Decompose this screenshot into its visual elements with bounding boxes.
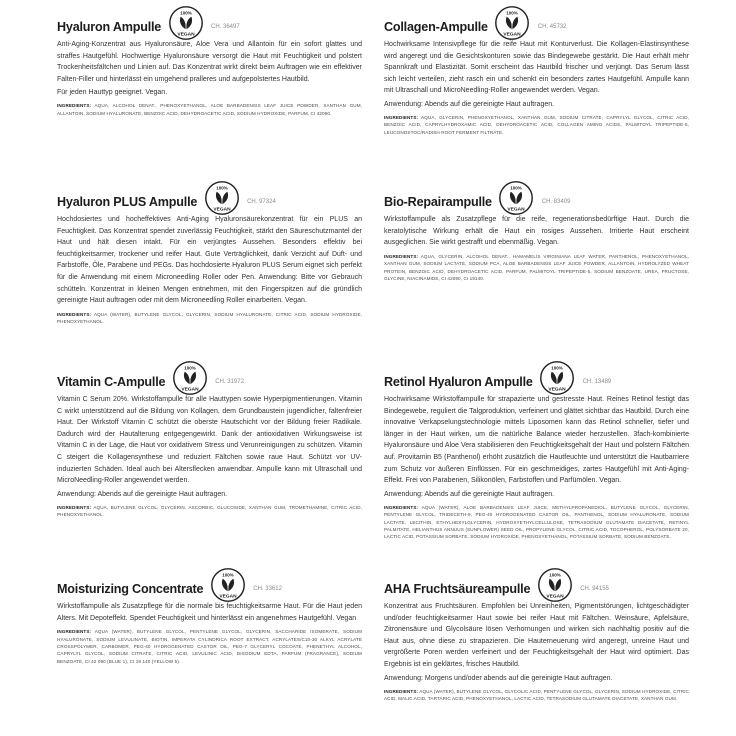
ingredients-label: INGREDIENTS:	[57, 504, 92, 510]
ingredients-label: INGREDIENTS:	[384, 504, 419, 510]
product-ingredients	[384, 688, 689, 703]
product-header	[384, 10, 689, 39]
product-title: Hyaluron Ampulle	[57, 20, 162, 34]
vegan-badge-icon	[539, 360, 575, 396]
product-title: Collagen-Ampulle	[384, 20, 488, 34]
ingredients-list: AQUA, ALCOHOL DENAT., PHENOXYETHANOL, ALOE BARBADENSIS LEAF JUICE POWDER, XANTHAN GUM, ALLANTOIN, SODIUM HYALURONATE, BENZOIC ACID, DEHYDROACETIC ACID, SODIUM HYDROXIDE, PARFUM, CI 42090.	[57, 103, 362, 116]
svg-text:VEGAN: VEGAN	[548, 387, 566, 393]
product-usage-note: Anwendung: Abends auf die gereinigte Haut auftragen.	[57, 490, 228, 498]
svg-text:VEGAN: VEGAN	[546, 594, 564, 600]
ingredients-label: INGREDIENTS:	[57, 311, 92, 317]
ingredients-list: AQUA (WATER), BUTYLENE GLYCOL, PENTYLENE GLYCOL, GLYCERIN, SACCHARIDE ISOMERATE, SODIUM HYALURONATE, SODIUM LEVULINATE, BIOTIN, IMPERATA CYLINDRICA ROOT EXTRACT, ACRYLATES/C10-30 ALKYL ACRYLATE CROSSPOLYMER, CARBOMER, PEG-40 HYDROGENATED CASTOR OIL, PEG-7 GLYCERYL COCOATE, PHENETHYL ALCOHOL, CAPRYLYL GLYCOL, SODIUM CITRATE, CITRIC ACID, LEVULINIC ACID, DISODIUM EDTA, PARFUM (FRAGRANCE), SODIUM BENZOATE, CI 42 090 (BLUE 1), CI 19 140 (YELLOW 5).	[57, 629, 363, 664]
ingredients-list: AQUA, GLYCERIN, ALCOHOL DENAT., HAMAMELIS VIRGINIANA LEAF WATER, PANTHENOL, PHENOXYETHANOL, XANTHAN GUM, SODIUM LACTATE, SODIUM PCA, ALOE BARBADENSIS LEAF JUICE POWDER, ALLANTOIN, HYDROLYZED WHEAT PROTEIN, BENZOIC ACID, DEHYDROACETIC ACID, PARFUM, PALMITOYL TRIPEPTIDE-5, SODIUM BENZOATE, UREA, FRUCTOSE, GLYCINE, NIACINAMIDE, CI 42090, CI 19140.	[384, 253, 689, 281]
svg-text:VEGAN: VEGAN	[219, 594, 237, 600]
ingredients-label: INGREDIENTS:	[384, 253, 419, 259]
product-code: CH. 97324	[247, 199, 276, 205]
product-title: Bio-Repairampulle	[384, 195, 492, 209]
product-ingredients	[384, 114, 689, 136]
svg-text:100%: 100%	[184, 365, 196, 371]
vegan-badge-icon	[537, 567, 573, 603]
vegan-badge-icon	[168, 5, 204, 41]
product-description: Konzentrat aus Fruchtsäuren. Empfohlen bei Unreinheiten, Pigmentstörungen, lichtgeschädigter und/oder feuchtigkeitsarmer Haut sowie bei reifer Haut mit Fältchen. Weinsäure, Apfelsäure, Zitronensäure und Glycolsäure lösen Verhornungen und wirken sich nachhaltig positiv auf die Haut aus, ohne diese zu strapazieren. Die Hauterneuerung wird angeregt, unreine Haut und vergrößerte Poren werden verfeinert und der Feuchtigkeitsgehalt der Haut wird optimiert. Das Ergebnis ist ein geklärtes, frisches Hautbild.	[384, 603, 689, 668]
product-header	[384, 185, 689, 214]
ingredients-list: AQUA (WATER), BUTYLENE GLYCOL, GLYCOLIC ACID, PENTYLENE GLYCOL, GLYCERIN, SODIUM HYDROXIDE, CITRIC ACID, MALIC ACID, TARTARIC ACID, PHENOXYETHANOL, LACTIC ACID, TETRASODIUM GLUTAMATE DIACETATE, XANTHAN GUM.	[384, 688, 690, 701]
svg-text:VEGAN: VEGAN	[503, 32, 521, 38]
ingredients-list: AQUA (WATER), BUTYLENE GLYCOL, GLYCERIN, SODIUM HYALURONATE, CITRIC ACID, SODIUM HYDROXIDE, PHENOXYETHANOL.	[57, 311, 363, 325]
product-section	[57, 185, 363, 326]
vegan-badge-icon	[172, 360, 208, 396]
svg-text:VEGAN: VEGAN	[213, 207, 231, 213]
product-code: CH. 94155	[580, 586, 609, 592]
product-header	[57, 365, 362, 394]
svg-text:100%: 100%	[179, 10, 192, 16]
vegan-badge-icon	[494, 5, 530, 41]
product-description: Hochwirksame Intensivpflege für die reife Haut mit Konturverlust. Die Kollagen-Elastinsynthese wird angeregt und die Gesichtskonturen sowie das Bindegewebe gestärkt. Die Haut erhält mehr Spannkraft und Elastizität. Somit erscheint das Hautbild frischer und verjüngt. Das Serum lässt sich leicht verteilen, zieht rasch ein und schenkt ein besonders zartes Hautgefühl. Ampulle kann mit Ultraschall und MicroNeedling-Roller angewendet werden. Vegan.	[384, 41, 689, 95]
product-ingredients	[57, 628, 362, 665]
product-usage-note: Anwendung: Abends auf die gereinigte Haut auftragen.	[384, 100, 555, 108]
product-ingredients	[57, 102, 362, 117]
product-description: Wirkstoffampulle als Zusatzpflege für die normale bis feuchtigkeitsarme Haut. Für die Haut jeden Alters. Mit Depoteffekt. Spendet Feuchtigkeit und hinterlässt ein angenehmes Hautgefühl. Vegan	[57, 603, 362, 622]
product-header	[384, 365, 689, 394]
ingredients-list: AQUA, BUTYLENE GLYCOL, GLYCERIN, ASCORBIC, GLUCOSIDE, XANTHAN GUM, TROMETHAMINE, CITRIC ACID, PHENOXYETHANOL.	[57, 504, 363, 518]
product-header	[57, 572, 362, 601]
vegan-badge-icon	[210, 567, 246, 603]
vegan-badge-icon	[204, 180, 240, 216]
ingredients-label: INGREDIENTS:	[57, 103, 92, 109]
product-section	[384, 10, 689, 136]
product-title: Hyaluron PLUS Ampulle	[57, 195, 198, 209]
product-section	[384, 365, 689, 541]
product-ingredients	[384, 504, 689, 541]
vegan-badge-icon	[498, 180, 534, 216]
product-ingredients	[57, 311, 362, 326]
product-code: CH. 36497	[211, 24, 240, 30]
svg-text:VEGAN: VEGAN	[507, 207, 525, 213]
svg-text:100%: 100%	[215, 185, 228, 191]
product-title: Moisturizing Concentrate	[57, 582, 204, 596]
svg-text:100%: 100%	[551, 365, 563, 371]
product-description: Wirkstoffampulle als Zusatzpflege für die reife, regenerationsbedürftige Haut. Durch die keratolytische Wirkung erhält die Haut ein rosiges Aussehen. Irritierte Haut erscheint ausgeglichen. Sie wirkt gestrafft und ebenmäßig. Vegan.	[384, 216, 689, 247]
product-section	[57, 10, 362, 117]
product-code: CH. 83409	[541, 199, 571, 205]
product-section	[57, 365, 363, 519]
product-code: CH. 33612	[253, 586, 282, 592]
product-section	[384, 572, 690, 702]
product-ingredients	[57, 504, 362, 519]
product-header	[384, 572, 689, 601]
svg-text:100%: 100%	[548, 572, 561, 578]
ingredients-label: INGREDIENTS:	[384, 688, 419, 694]
product-header	[57, 185, 362, 214]
product-usage-note: Anwendung: Morgens und/oder abends auf die gereinigte Haut auftragen.	[384, 674, 613, 682]
svg-text:100%: 100%	[222, 572, 234, 578]
product-ingredients	[384, 253, 689, 283]
product-description: Anti-Aging-Konzentrat aus Hyaluronsäure, Aloe Vera und Allantoin für ein sofort glattes und straffes Hautgefühl. Hochwertige Hyaluronsäure versorgt die Haut mit Feuchtigkeit und polstert Trockenheitsfältchen und Linien auf. Das Konzentrat wirkt direkt beim Auftragen wie ein effektiver Falten-Filler und hinterlässt ein umgehend pralleres und aufgepolstertes Hautbild.	[57, 41, 362, 83]
product-section	[384, 185, 689, 282]
ingredients-label: INGREDIENTS:	[384, 114, 419, 120]
product-title: Retinol Hyaluron Ampulle	[384, 375, 533, 389]
ingredients-label: INGREDIENTS:	[57, 629, 92, 635]
product-section	[57, 572, 363, 665]
svg-text:100%: 100%	[510, 185, 523, 191]
svg-text:VEGAN: VEGAN	[176, 32, 195, 38]
ingredients-list: AQUA (WATER), ALOE BARBADENSIS LEAF JUICE, METHYLPROPANEDIOL, BUTYLENE GLYCOL, GLYCERIN, PENTYLENE GLYCOL, TRIDECETH-9, PEG-40 HYDROGENATED CASTOR OIL, PANTHENOL, SODIUM HYALURONATE, SODIUM LACTATE, LECITHIN, ETHYLHEXYLGLYCERIN, HYDROXYETHYLCELLULOSE, TETRASODIUM GLUTAMATE DIACETATE, RETINYL PALMITATE, HELIANTHUS ANNUUS (SUNFLOWER) SEED OIL, PROPYLENE GLYCOL, CITRIC ACID, TOCOPHEROL, POLYSORBATE 20, LACTIC ACID, POTASSIUM SORBATE, SODIUM HYDROXIDE, PHENOXYETHANOL, POTASSIUM SORBATE, SODIUM BENZOATE.	[384, 504, 689, 540]
product-description: Hochwirksame Wirkstoffampulle für strapazierte und gestresste Haut. Reines Retinol festigt das Bindegewebe, reguliert die Talgproduktion, verfeinert und glättet sichtbar das Hautbild. Durch eine innovative Verkapselungstechnologie mittels Liposomen kann das Retinol schneller, tiefer und länger in der Haut wirken, um die natürliche Balance wieder herzustellen. 3fach-kombinierte Hyaluronsäure und Aloe Vera stabilisieren den Feuchtigkeitsgehalt der Haut und polstern Fältchen auf. Provitamin B5 (Panthenol) erhöht zusätzlich die Hautfeuchte und unterstützt die Hautbarriere zum Schutz vor äußeren Einflüssen. Für ein geschmeidiges, zartes Hautgefühl mit Anti-Aging-Effekt. Frei von Parabenen, Silikonölen, Farbstoffen und Parfümölen. Vegan.	[384, 396, 689, 485]
product-title: Vitamin C-Ampulle	[57, 375, 166, 389]
product-code: CH. 13489	[582, 379, 612, 385]
product-usage-note: Anwendung: Abends auf die gereinigte Haut auftragen.	[384, 490, 555, 498]
product-code: CH. 45732	[537, 24, 567, 30]
product-description: Hochdosiertes und hocheffektives Anti-Aging Hyaluronsäurekonzentrat für ein PLUS an Feuchtigkeit. Das Konzentrat spendet zuverlässig Feuchtigkeit, stärkt den Säureschutzmantel der Haut und hält diesen intakt. Für ein verjüngtes Aussehen. Besonders effektiv bei feuchtigkeitsarmer, trockener und reifer Haut. Gute Verträglichkeit, dank Verzicht auf Duft- und Farbstoffe, Öle, Parabene und PEGs. Das hochdosierte Hyaluron PLUS Serum eignet sich perfekt für die Anwendung mit einem Microneedling Roller oder Pen. Anwendung: Bitte vor Gebrauch schütteln. Konzentrat in kleinen Mengen entnehmen, mit den Fingerspitzen auf die gründlich gereinigte Haut auftragen oder mit dem Microneedling Roller einarbeiten. Vegan.	[57, 216, 362, 305]
product-code: CH. 31972	[215, 379, 244, 385]
ingredients-list: AQUA, GLYCERIN, PHENOXYETHANOL, XANTHAN GUM, SODIUM CITRATE, CAPRYLYL GLYCOL, CITRIC ACID, BENZOIC ACID, CAPRYLHYDROXAMIC ACID, DEHYDROACETIC ACID, COLLAGEN AMINO ACIDS, PALMITOYL TRIPEPTIDE-5, LEUCONOSTOC/RADISH ROOT FERMENT FILTRATE.	[384, 114, 689, 135]
product-header	[57, 10, 362, 39]
product-description: Vitamin C Serum 20%. Wirkstoffampulle für alle Hauttypen sowie Hyperpigmentierungen. Vitamin C wirkt unterstützend auf die Bildung von Kollagen, dem Grundbaustein jugendlicher, faltenfreier Haut. Der Wirkstoff Vitamin C schützt die oberste Hautschicht vor der Bildung freier Radikale. Dadurch wird der Hautalterung entgegengewirkt. Dank der antioxidativen Wirkungsweise ist Vitamin C in der Lage, die Haut vor oxidativem Stress und Verunreinigungen zu schützen. Vitamin C steigert die Kollagensynthese und reduziert Fältchen sowie raue Haut. Schützt vor UV-induzierten Schäden. Ideal auch bei Altersflecken anwendbar. Ampulle kann mit Ultraschall und MicroNeedling-Roller angewendet werden.	[57, 396, 362, 485]
product-usage-note: Für jeden Hauttyp geeignet. Vegan.	[57, 89, 168, 97]
product-title: AHA Fruchtsäureampulle	[384, 582, 531, 596]
svg-text:VEGAN: VEGAN	[181, 387, 199, 393]
svg-text:100%: 100%	[506, 10, 519, 16]
